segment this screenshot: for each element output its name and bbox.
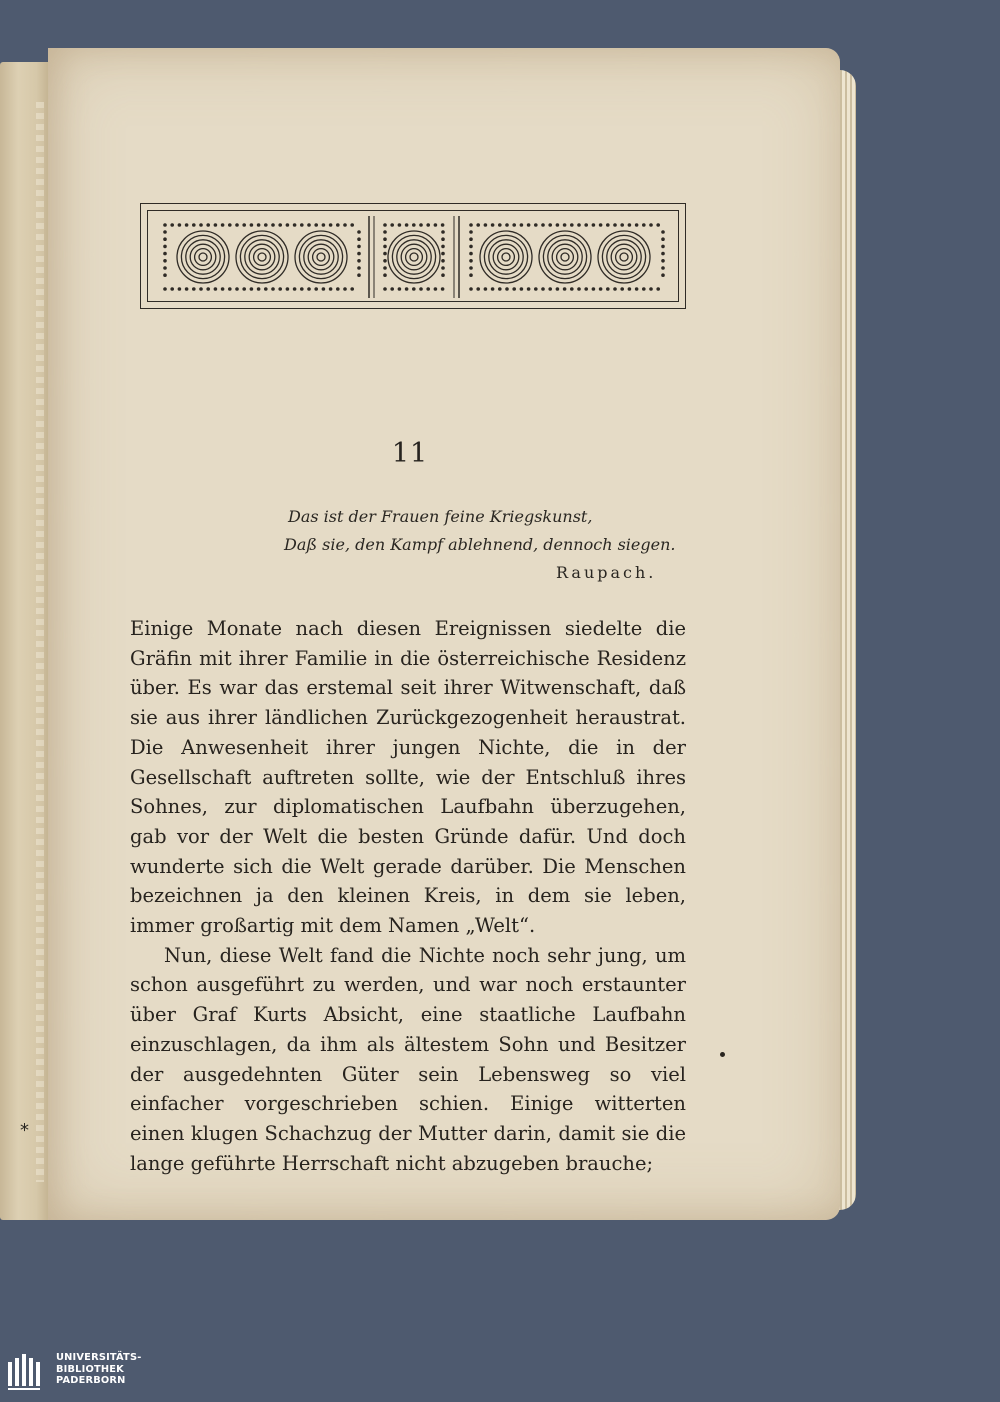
ornament-dot bbox=[469, 266, 473, 270]
ornament-dot bbox=[584, 223, 588, 227]
ornament-dot bbox=[383, 252, 387, 256]
ornament-dot bbox=[357, 252, 361, 256]
library-name-line-3: PADERBORN bbox=[56, 1375, 126, 1386]
ornament-dot bbox=[556, 287, 560, 291]
ornament-dot bbox=[620, 223, 624, 227]
ornament-dot bbox=[541, 287, 545, 291]
ornament-dot bbox=[322, 287, 326, 291]
ornament-dot bbox=[242, 223, 246, 227]
ornament-dot bbox=[163, 273, 167, 277]
ornament-pattern bbox=[141, 204, 687, 310]
ornament-dot bbox=[383, 266, 387, 270]
ornament-dot bbox=[300, 287, 304, 291]
epigraph-author: Raupach. bbox=[556, 563, 657, 582]
ornament-dot bbox=[541, 223, 545, 227]
ornament-dot bbox=[491, 287, 495, 291]
ornament-ring bbox=[304, 240, 338, 274]
ornament-dot bbox=[214, 287, 218, 291]
ornament-dot bbox=[505, 223, 509, 227]
chapter-number: 11 bbox=[391, 438, 429, 469]
library-name bbox=[56, 1352, 256, 1387]
ornament-dot bbox=[221, 287, 225, 291]
ornament-dot bbox=[512, 287, 516, 291]
ornament-dot bbox=[178, 287, 182, 291]
ornament-dot bbox=[527, 223, 531, 227]
ornament-dot bbox=[635, 287, 639, 291]
margin-mark: * bbox=[20, 1120, 29, 1141]
ornament-dot bbox=[405, 223, 409, 227]
ornament-dot bbox=[357, 230, 361, 234]
ornament-dot bbox=[520, 223, 524, 227]
ornament-dot bbox=[498, 287, 502, 291]
ornament-dot bbox=[178, 223, 182, 227]
ornament-dot bbox=[469, 273, 473, 277]
header-ornament bbox=[140, 203, 686, 309]
ornament-ring bbox=[616, 249, 633, 266]
epigraph-line-1: Das ist der Frauen feine Kriegskunst, bbox=[288, 507, 593, 526]
ornament-dot bbox=[314, 223, 318, 227]
ornament-dot bbox=[343, 287, 347, 291]
ornament-dot bbox=[314, 287, 318, 291]
ornament-dot bbox=[661, 237, 665, 241]
ornament-dot bbox=[441, 273, 445, 277]
ornament-dot bbox=[628, 287, 632, 291]
ornament-dot bbox=[505, 287, 509, 291]
ornament-dot bbox=[192, 287, 196, 291]
ornament-dot bbox=[398, 287, 402, 291]
ornament-dot bbox=[405, 287, 409, 291]
ornament-dot bbox=[520, 287, 524, 291]
ornament-dot bbox=[357, 273, 361, 277]
ornament-dot bbox=[293, 223, 297, 227]
ornament-dot bbox=[199, 223, 203, 227]
ornament-dot bbox=[577, 223, 581, 227]
ornament-dot bbox=[577, 287, 581, 291]
ornament-dot bbox=[534, 223, 538, 227]
ornament-dot bbox=[206, 223, 210, 227]
ornament-dot bbox=[661, 259, 665, 263]
ornament-dot bbox=[484, 287, 488, 291]
ornament-dot bbox=[163, 230, 167, 234]
ornament-ring bbox=[502, 253, 510, 261]
ornament-dot bbox=[286, 223, 290, 227]
ornament-dot bbox=[563, 223, 567, 227]
ornament-dot bbox=[185, 287, 189, 291]
ornament-dot bbox=[357, 266, 361, 270]
ornament-dot bbox=[163, 245, 167, 249]
ornament-dot bbox=[661, 252, 665, 256]
ornament-dot bbox=[235, 223, 239, 227]
ornament-dot bbox=[548, 287, 552, 291]
ornament-ring bbox=[245, 240, 279, 274]
ornament-dot bbox=[199, 287, 203, 291]
ornament-dot bbox=[661, 245, 665, 249]
ornament-dot bbox=[498, 223, 502, 227]
ornament-dot bbox=[228, 287, 232, 291]
ornament-dot bbox=[271, 287, 275, 291]
ornament-ring bbox=[498, 249, 515, 266]
ornament-dot bbox=[185, 223, 189, 227]
ornament-ring bbox=[186, 240, 220, 274]
library-name-line-1: UNIVERSITÄTS- bbox=[56, 1352, 142, 1363]
ornament-dot bbox=[300, 223, 304, 227]
ornament-ring bbox=[602, 235, 645, 278]
ornament-ring bbox=[557, 249, 574, 266]
margin-dot bbox=[720, 1052, 725, 1057]
ornament-ring bbox=[388, 231, 440, 283]
ornament-dot bbox=[620, 287, 624, 291]
ornament-ring bbox=[484, 235, 527, 278]
ornament-dot bbox=[329, 287, 333, 291]
ornament-dot bbox=[192, 223, 196, 227]
ornament-dot bbox=[278, 223, 282, 227]
ornament-dot bbox=[383, 287, 387, 291]
ornament-dot bbox=[264, 223, 268, 227]
ornament-dot bbox=[484, 223, 488, 227]
ornament-dot bbox=[649, 223, 653, 227]
ornament-dot bbox=[390, 223, 394, 227]
ornament-dot bbox=[257, 223, 261, 227]
ornament-dot bbox=[476, 223, 480, 227]
ornament-dot bbox=[441, 237, 445, 241]
ornament-dot bbox=[592, 287, 596, 291]
ornament-dot bbox=[441, 266, 445, 270]
ornament-dot bbox=[390, 287, 394, 291]
ornament-dot bbox=[163, 266, 167, 270]
ornament-dot bbox=[170, 223, 174, 227]
ornament-dot bbox=[469, 259, 473, 263]
ornament-dot bbox=[307, 223, 311, 227]
ornament-dot bbox=[412, 223, 416, 227]
ornament-ring bbox=[598, 231, 650, 283]
ornament-dot bbox=[661, 273, 665, 277]
ornament-dot bbox=[441, 230, 445, 234]
ornament-dot bbox=[599, 287, 603, 291]
ornament-ring bbox=[410, 253, 418, 261]
ornament-ring bbox=[539, 231, 591, 283]
epigraph-line-2: Daß sie, den Kampf ablehnend, dennoch siegen. bbox=[284, 535, 676, 554]
ornament-dot bbox=[426, 223, 430, 227]
ornament-dot bbox=[570, 223, 574, 227]
ornament-dot bbox=[613, 223, 617, 227]
ornament-ring bbox=[548, 240, 582, 274]
ornament-dot bbox=[584, 287, 588, 291]
ornament-dot bbox=[383, 273, 387, 277]
ornament-dot bbox=[250, 287, 254, 291]
ornament-dot bbox=[163, 259, 167, 263]
ornament-dot bbox=[656, 223, 660, 227]
ornament-dot bbox=[383, 245, 387, 249]
ornament-ring bbox=[489, 240, 523, 274]
ornament-dot bbox=[163, 287, 167, 291]
ornament-dot bbox=[469, 245, 473, 249]
ornament-ring bbox=[254, 249, 271, 266]
ornament-dot bbox=[357, 245, 361, 249]
ornament-dot bbox=[322, 223, 326, 227]
ornament-ring bbox=[620, 253, 628, 261]
ornament-dot bbox=[250, 223, 254, 227]
ornament-dot bbox=[441, 245, 445, 249]
ornament-dot bbox=[469, 223, 473, 227]
ornament-ring bbox=[195, 249, 212, 266]
ornament-dot bbox=[350, 223, 354, 227]
ornament-dot bbox=[398, 223, 402, 227]
ornament-dot bbox=[628, 223, 632, 227]
ornament-dot bbox=[527, 287, 531, 291]
ornament-dot bbox=[426, 287, 430, 291]
ornament-dot bbox=[357, 237, 361, 241]
ornament-dot bbox=[441, 223, 445, 227]
ornament-dot bbox=[570, 287, 574, 291]
ornament-dot bbox=[271, 223, 275, 227]
ornament-ring bbox=[397, 240, 431, 274]
ornament-dot bbox=[642, 287, 646, 291]
library-logo-icon bbox=[8, 1354, 42, 1390]
ornament-dot bbox=[214, 223, 218, 227]
ornament-dot bbox=[613, 287, 617, 291]
ornament-ring bbox=[177, 231, 229, 283]
ornament-dot bbox=[163, 223, 167, 227]
ornament-dot bbox=[534, 287, 538, 291]
ornament-dot bbox=[635, 223, 639, 227]
library-name-line-2: BIBLIOTHEK bbox=[56, 1363, 124, 1375]
ornament-dot bbox=[599, 223, 603, 227]
ornament-dot bbox=[336, 223, 340, 227]
ornament-dot bbox=[383, 223, 387, 227]
ornament-dot bbox=[491, 223, 495, 227]
previous-page-edge bbox=[0, 62, 52, 1220]
ornament-dot bbox=[264, 287, 268, 291]
ornament-dot bbox=[563, 287, 567, 291]
ornament-ring bbox=[299, 235, 342, 278]
ornament-dot bbox=[441, 252, 445, 256]
ornament-ring bbox=[236, 231, 288, 283]
ornament-dot bbox=[661, 230, 665, 234]
ornament-dot bbox=[163, 237, 167, 241]
ornament-dot bbox=[434, 287, 438, 291]
ornament-dot bbox=[228, 223, 232, 227]
ornament-dot bbox=[469, 252, 473, 256]
ornament-dot bbox=[257, 287, 261, 291]
ornament-dot bbox=[556, 223, 560, 227]
ornament-ring bbox=[313, 249, 330, 266]
ornament-dot bbox=[441, 287, 445, 291]
ornament-dot bbox=[329, 223, 333, 227]
ornament-dot bbox=[307, 287, 311, 291]
ornament-ring bbox=[258, 253, 266, 261]
ornament-dot bbox=[469, 237, 473, 241]
ornament-ring bbox=[561, 253, 569, 261]
ornament-dot bbox=[383, 237, 387, 241]
ornament-dot bbox=[170, 287, 174, 291]
ornament-dot bbox=[206, 287, 210, 291]
ornament-dot bbox=[343, 223, 347, 227]
ornament-dot bbox=[548, 223, 552, 227]
paragraph-1: Einige Monate nach diesen Ereignissen siedelte die Gräfin mit ihrer Familie in die österreichische Residenz über. Es war das erstemal seit ihrer Witwenschaft, daß sie aus ihrer ländlichen Zurückgezogenheit heraustrat. Die Anwesenheit ihrer jungen Nichte, die in der Gesellschaft auftreten sollte, wie der Entschluß ihres Sohnes, zur diplomatischen Laufbahn überzugehen, gab vor der Welt die besten Gründe dafür. Und doch wunderte sich die Welt gerade darüber. Die Menschen bezeichnen ja den kleinen Kreis, in dem sie leben, immer großartig mit dem Namen „Welt“. bbox=[130, 617, 686, 938]
ornament-dot bbox=[412, 287, 416, 291]
ornament-dot bbox=[469, 230, 473, 234]
ornament-dot bbox=[476, 287, 480, 291]
ornament-dot bbox=[221, 223, 225, 227]
ornament-dot bbox=[642, 223, 646, 227]
ornament-dot bbox=[293, 287, 297, 291]
ornament-dot bbox=[242, 287, 246, 291]
ornament-ring bbox=[480, 231, 532, 283]
ornament-dot bbox=[434, 223, 438, 227]
ornament-ring bbox=[295, 231, 347, 283]
ornament-dot bbox=[441, 259, 445, 263]
body-text bbox=[130, 614, 686, 1178]
ornament-dot bbox=[336, 287, 340, 291]
ornament-ring bbox=[240, 235, 283, 278]
ornament-dot bbox=[235, 287, 239, 291]
ornament-dot bbox=[606, 287, 610, 291]
ornament-dot bbox=[383, 230, 387, 234]
ornament-dot bbox=[350, 287, 354, 291]
ornament-ring bbox=[607, 240, 641, 274]
ornament-dot bbox=[383, 259, 387, 263]
ornament-dot bbox=[469, 287, 473, 291]
ornament-dot bbox=[419, 223, 423, 227]
ornament-dot bbox=[656, 287, 660, 291]
ornament-ring bbox=[199, 253, 207, 261]
ornament-dot bbox=[606, 223, 610, 227]
ornament-ring bbox=[543, 235, 586, 278]
ornament-dot bbox=[661, 266, 665, 270]
ornament-dot bbox=[649, 287, 653, 291]
ornament-dot bbox=[357, 259, 361, 263]
ornament-dot bbox=[163, 252, 167, 256]
ornament-ring bbox=[392, 235, 435, 278]
ornament-dot bbox=[592, 223, 596, 227]
ornament-dot bbox=[512, 223, 516, 227]
ornament-ring bbox=[406, 249, 423, 266]
ornament-dot bbox=[419, 287, 423, 291]
ornament-ring bbox=[181, 235, 224, 278]
ornament-dot bbox=[278, 287, 282, 291]
ornament-dot bbox=[286, 287, 290, 291]
ornament-ring bbox=[317, 253, 325, 261]
paragraph-2: Nun, diese Welt fand die Nichte noch sehr jung, um schon ausgeführt zu werden, und war noch erstaunter über Graf Kurts Absicht, eine staatliche Laufbahn einzuschlagen, da ihm als ältestem Sohn und Besitzer der ausgedehnten Güter sein Lebensweg so viel einfacher vorgeschrieben schien. Einige witterten einen klugen Schachzug der Mutter darin, damit sie die lange geführte Herrschaft nicht abzugeben brauche; bbox=[130, 943, 686, 1175]
